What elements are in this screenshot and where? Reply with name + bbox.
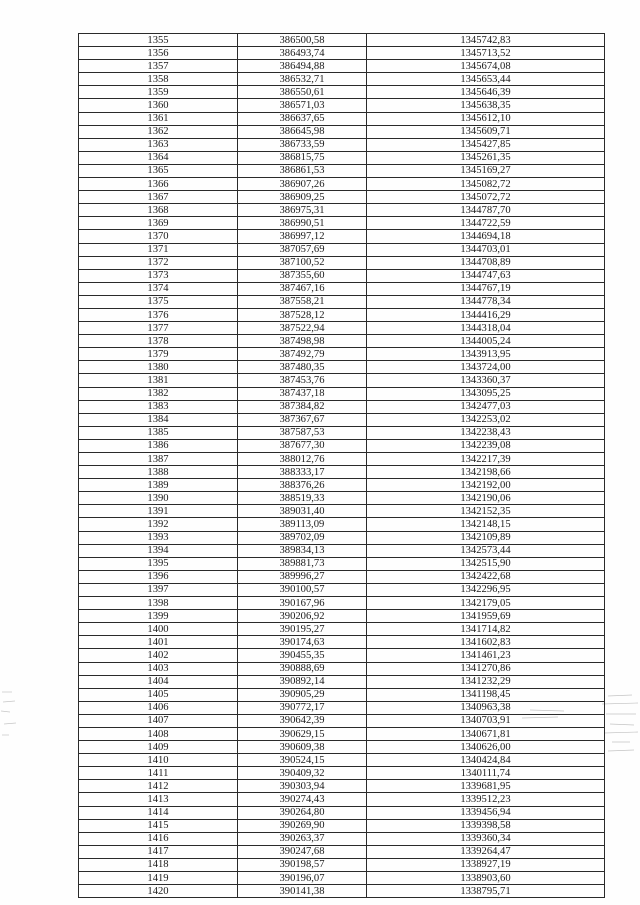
x-coordinate-cell: 389113,09 bbox=[238, 518, 367, 531]
point-number-cell: 1392 bbox=[79, 518, 238, 531]
point-number-cell: 1371 bbox=[79, 243, 238, 256]
point-number-cell: 1361 bbox=[79, 112, 238, 125]
y-coordinate-cell: 1341959,69 bbox=[367, 610, 605, 623]
x-coordinate-cell: 386733,59 bbox=[238, 138, 367, 151]
y-coordinate-cell: 1342238,43 bbox=[367, 426, 605, 439]
table-row bbox=[79, 400, 605, 413]
x-coordinate-cell: 388519,33 bbox=[238, 492, 367, 505]
table-row bbox=[79, 217, 605, 230]
point-number-cell: 1402 bbox=[79, 649, 238, 662]
y-coordinate-cell: 1342217,39 bbox=[367, 453, 605, 466]
x-coordinate-cell: 390629,15 bbox=[238, 727, 367, 740]
table-row bbox=[79, 361, 605, 374]
table-row bbox=[79, 387, 605, 400]
table-row bbox=[79, 636, 605, 649]
y-coordinate-cell: 1345609,71 bbox=[367, 125, 605, 138]
x-coordinate-cell: 387437,18 bbox=[238, 387, 367, 400]
table-row bbox=[79, 492, 605, 505]
x-coordinate-cell: 387480,35 bbox=[238, 361, 367, 374]
x-coordinate-cell: 390263,37 bbox=[238, 832, 367, 845]
y-coordinate-cell: 1342515,90 bbox=[367, 557, 605, 570]
table-row bbox=[79, 466, 605, 479]
x-coordinate-cell: 387100,52 bbox=[238, 256, 367, 269]
table-row bbox=[79, 793, 605, 806]
y-coordinate-cell: 1345612,10 bbox=[367, 112, 605, 125]
table-row bbox=[79, 99, 605, 112]
y-coordinate-cell: 1345742,83 bbox=[367, 34, 605, 47]
point-number-cell: 1418 bbox=[79, 858, 238, 871]
y-coordinate-cell: 1340424,84 bbox=[367, 754, 605, 767]
table-row bbox=[79, 518, 605, 531]
table-row bbox=[79, 230, 605, 243]
x-coordinate-cell: 390167,96 bbox=[238, 597, 367, 610]
y-coordinate-cell: 1344708,89 bbox=[367, 256, 605, 269]
y-coordinate-cell: 1344767,19 bbox=[367, 282, 605, 295]
y-coordinate-cell: 1338927,19 bbox=[367, 858, 605, 871]
x-coordinate-cell: 388333,17 bbox=[238, 466, 367, 479]
table-row bbox=[79, 348, 605, 361]
table-row bbox=[79, 335, 605, 348]
x-coordinate-cell: 390269,90 bbox=[238, 819, 367, 832]
table-row bbox=[79, 60, 605, 73]
y-coordinate-cell: 1342190,06 bbox=[367, 492, 605, 505]
table-row bbox=[79, 112, 605, 125]
point-number-cell: 1387 bbox=[79, 453, 238, 466]
y-coordinate-cell: 1342109,89 bbox=[367, 531, 605, 544]
table-row bbox=[79, 885, 605, 898]
point-number-cell: 1375 bbox=[79, 295, 238, 308]
point-number-cell: 1381 bbox=[79, 374, 238, 387]
x-coordinate-cell: 386909,25 bbox=[238, 191, 367, 204]
x-coordinate-cell: 390455,35 bbox=[238, 649, 367, 662]
y-coordinate-cell: 1340671,81 bbox=[367, 727, 605, 740]
point-number-cell: 1383 bbox=[79, 400, 238, 413]
point-number-cell: 1405 bbox=[79, 688, 238, 701]
x-coordinate-cell: 387467,16 bbox=[238, 282, 367, 295]
x-coordinate-cell: 390264,80 bbox=[238, 806, 367, 819]
table-row bbox=[79, 531, 605, 544]
y-coordinate-cell: 1345713,52 bbox=[367, 47, 605, 60]
table-row bbox=[79, 819, 605, 832]
y-coordinate-cell: 1342152,35 bbox=[367, 505, 605, 518]
x-coordinate-cell: 386907,26 bbox=[238, 178, 367, 191]
table-row bbox=[79, 872, 605, 885]
x-coordinate-cell: 390141,38 bbox=[238, 885, 367, 898]
y-coordinate-cell: 1341232,29 bbox=[367, 675, 605, 688]
table-row bbox=[79, 597, 605, 610]
table-row bbox=[79, 439, 605, 452]
x-coordinate-cell: 386815,75 bbox=[238, 151, 367, 164]
x-coordinate-cell: 387384,82 bbox=[238, 400, 367, 413]
x-coordinate-cell: 390642,39 bbox=[238, 714, 367, 727]
y-coordinate-cell: 1341270,86 bbox=[367, 662, 605, 675]
point-number-cell: 1409 bbox=[79, 741, 238, 754]
x-coordinate-cell: 388012,76 bbox=[238, 453, 367, 466]
table-row bbox=[79, 858, 605, 871]
point-number-cell: 1360 bbox=[79, 99, 238, 112]
point-number-cell: 1369 bbox=[79, 217, 238, 230]
x-coordinate-cell: 389881,73 bbox=[238, 557, 367, 570]
table-row bbox=[79, 714, 605, 727]
y-coordinate-cell: 1343724,00 bbox=[367, 361, 605, 374]
table-row bbox=[79, 269, 605, 282]
table-row bbox=[79, 204, 605, 217]
x-coordinate-cell: 390888,69 bbox=[238, 662, 367, 675]
point-number-cell: 1379 bbox=[79, 348, 238, 361]
table-row bbox=[79, 125, 605, 138]
y-coordinate-cell: 1345261,35 bbox=[367, 151, 605, 164]
table-row bbox=[79, 322, 605, 335]
point-number-cell: 1401 bbox=[79, 636, 238, 649]
table-row bbox=[79, 649, 605, 662]
y-coordinate-cell: 1343913,95 bbox=[367, 348, 605, 361]
x-coordinate-cell: 389702,09 bbox=[238, 531, 367, 544]
y-coordinate-cell: 1340703,91 bbox=[367, 714, 605, 727]
table-row bbox=[79, 453, 605, 466]
x-coordinate-cell: 387453,76 bbox=[238, 374, 367, 387]
y-coordinate-cell: 1338795,71 bbox=[367, 885, 605, 898]
x-coordinate-cell: 386550,61 bbox=[238, 86, 367, 99]
x-coordinate-cell: 386990,51 bbox=[238, 217, 367, 230]
y-coordinate-cell: 1342422,68 bbox=[367, 570, 605, 583]
x-coordinate-cell: 387528,12 bbox=[238, 308, 367, 321]
y-coordinate-cell: 1342148,15 bbox=[367, 518, 605, 531]
point-number-cell: 1389 bbox=[79, 479, 238, 492]
table-row bbox=[79, 688, 605, 701]
point-number-cell: 1355 bbox=[79, 34, 238, 47]
x-coordinate-cell: 386861,53 bbox=[238, 164, 367, 177]
x-coordinate-cell: 388376,26 bbox=[238, 479, 367, 492]
y-coordinate-cell: 1342198,66 bbox=[367, 466, 605, 479]
point-number-cell: 1356 bbox=[79, 47, 238, 60]
point-number-cell: 1411 bbox=[79, 767, 238, 780]
table-row bbox=[79, 845, 605, 858]
table-row bbox=[79, 413, 605, 426]
table-row bbox=[79, 727, 605, 740]
point-number-cell: 1388 bbox=[79, 466, 238, 479]
table-row bbox=[79, 178, 605, 191]
y-coordinate-cell: 1343095,25 bbox=[367, 387, 605, 400]
y-coordinate-cell: 1345674,08 bbox=[367, 60, 605, 73]
point-number-cell: 1372 bbox=[79, 256, 238, 269]
y-coordinate-cell: 1344722,59 bbox=[367, 217, 605, 230]
point-number-cell: 1404 bbox=[79, 675, 238, 688]
x-coordinate-cell: 386637,65 bbox=[238, 112, 367, 125]
x-coordinate-cell: 387492,79 bbox=[238, 348, 367, 361]
point-number-cell: 1406 bbox=[79, 701, 238, 714]
y-coordinate-cell: 1342253,02 bbox=[367, 413, 605, 426]
y-coordinate-cell: 1342573,44 bbox=[367, 544, 605, 557]
point-number-cell: 1368 bbox=[79, 204, 238, 217]
point-number-cell: 1393 bbox=[79, 531, 238, 544]
point-number-cell: 1397 bbox=[79, 583, 238, 596]
x-coordinate-cell: 387558,21 bbox=[238, 295, 367, 308]
point-number-cell: 1385 bbox=[79, 426, 238, 439]
y-coordinate-cell: 1344005,24 bbox=[367, 335, 605, 348]
y-coordinate-cell: 1345646,39 bbox=[367, 86, 605, 99]
y-coordinate-cell: 1339456,94 bbox=[367, 806, 605, 819]
y-coordinate-cell: 1339360,34 bbox=[367, 832, 605, 845]
table-row bbox=[79, 282, 605, 295]
x-coordinate-cell: 390247,68 bbox=[238, 845, 367, 858]
point-number-cell: 1420 bbox=[79, 885, 238, 898]
table-row bbox=[79, 505, 605, 518]
table-row bbox=[79, 741, 605, 754]
point-number-cell: 1399 bbox=[79, 610, 238, 623]
y-coordinate-cell: 1345427,85 bbox=[367, 138, 605, 151]
point-number-cell: 1366 bbox=[79, 178, 238, 191]
table-row bbox=[79, 164, 605, 177]
x-coordinate-cell: 386975,31 bbox=[238, 204, 367, 217]
point-number-cell: 1370 bbox=[79, 230, 238, 243]
x-coordinate-cell: 386571,03 bbox=[238, 99, 367, 112]
x-coordinate-cell: 386500,58 bbox=[238, 34, 367, 47]
y-coordinate-cell: 1341602,83 bbox=[367, 636, 605, 649]
y-coordinate-cell: 1342296,95 bbox=[367, 583, 605, 596]
x-coordinate-cell: 387498,98 bbox=[238, 335, 367, 348]
y-coordinate-cell: 1344703,01 bbox=[367, 243, 605, 256]
table-row bbox=[79, 780, 605, 793]
x-coordinate-cell: 386997,12 bbox=[238, 230, 367, 243]
x-coordinate-cell: 390198,57 bbox=[238, 858, 367, 871]
table-row bbox=[79, 151, 605, 164]
y-coordinate-cell: 1341714,82 bbox=[367, 623, 605, 636]
point-number-cell: 1378 bbox=[79, 335, 238, 348]
scan-artifact-left bbox=[0, 680, 22, 750]
x-coordinate-cell: 387057,69 bbox=[238, 243, 367, 256]
y-coordinate-cell: 1342192,00 bbox=[367, 479, 605, 492]
x-coordinate-cell: 390609,38 bbox=[238, 741, 367, 754]
table-row bbox=[79, 832, 605, 845]
x-coordinate-cell: 387677,30 bbox=[238, 439, 367, 452]
table-row bbox=[79, 610, 605, 623]
point-number-cell: 1419 bbox=[79, 872, 238, 885]
point-number-cell: 1363 bbox=[79, 138, 238, 151]
table-row bbox=[79, 138, 605, 151]
x-coordinate-cell: 386532,71 bbox=[238, 73, 367, 86]
point-number-cell: 1382 bbox=[79, 387, 238, 400]
x-coordinate-cell: 390892,14 bbox=[238, 675, 367, 688]
x-coordinate-cell: 387355,60 bbox=[238, 269, 367, 282]
x-coordinate-cell: 390196,07 bbox=[238, 872, 367, 885]
point-number-cell: 1384 bbox=[79, 413, 238, 426]
x-coordinate-cell: 390772,17 bbox=[238, 701, 367, 714]
y-coordinate-cell: 1342179,05 bbox=[367, 597, 605, 610]
point-number-cell: 1400 bbox=[79, 623, 238, 636]
x-coordinate-cell: 389996,27 bbox=[238, 570, 367, 583]
point-number-cell: 1376 bbox=[79, 308, 238, 321]
table-row bbox=[79, 243, 605, 256]
point-number-cell: 1412 bbox=[79, 780, 238, 793]
y-coordinate-cell: 1339398,58 bbox=[367, 819, 605, 832]
x-coordinate-cell: 387367,67 bbox=[238, 413, 367, 426]
y-coordinate-cell: 1344747,63 bbox=[367, 269, 605, 282]
y-coordinate-cell: 1345638,35 bbox=[367, 99, 605, 112]
point-number-cell: 1417 bbox=[79, 845, 238, 858]
point-number-cell: 1413 bbox=[79, 793, 238, 806]
point-number-cell: 1416 bbox=[79, 832, 238, 845]
x-coordinate-cell: 387587,53 bbox=[238, 426, 367, 439]
x-coordinate-cell: 390100,57 bbox=[238, 583, 367, 596]
point-number-cell: 1377 bbox=[79, 322, 238, 335]
coordinates-table bbox=[78, 33, 605, 898]
point-number-cell: 1407 bbox=[79, 714, 238, 727]
point-number-cell: 1395 bbox=[79, 557, 238, 570]
point-number-cell: 1394 bbox=[79, 544, 238, 557]
y-coordinate-cell: 1340963,38 bbox=[367, 701, 605, 714]
table-row bbox=[79, 662, 605, 675]
point-number-cell: 1367 bbox=[79, 191, 238, 204]
y-coordinate-cell: 1339512,23 bbox=[367, 793, 605, 806]
coordinates-table-body bbox=[79, 34, 605, 898]
x-coordinate-cell: 390409,32 bbox=[238, 767, 367, 780]
table-row bbox=[79, 73, 605, 86]
table-row bbox=[79, 86, 605, 99]
y-coordinate-cell: 1343360,37 bbox=[367, 374, 605, 387]
point-number-cell: 1362 bbox=[79, 125, 238, 138]
table-row bbox=[79, 806, 605, 819]
y-coordinate-cell: 1340111,74 bbox=[367, 767, 605, 780]
x-coordinate-cell: 386493,74 bbox=[238, 47, 367, 60]
x-coordinate-cell: 390303,94 bbox=[238, 780, 367, 793]
x-coordinate-cell: 390274,43 bbox=[238, 793, 367, 806]
y-coordinate-cell: 1344787,70 bbox=[367, 204, 605, 217]
y-coordinate-cell: 1341198,45 bbox=[367, 688, 605, 701]
table-row bbox=[79, 191, 605, 204]
point-number-cell: 1358 bbox=[79, 73, 238, 86]
point-number-cell: 1396 bbox=[79, 570, 238, 583]
point-number-cell: 1373 bbox=[79, 269, 238, 282]
table-row bbox=[79, 34, 605, 47]
point-number-cell: 1386 bbox=[79, 439, 238, 452]
point-number-cell: 1359 bbox=[79, 86, 238, 99]
x-coordinate-cell: 390174,63 bbox=[238, 636, 367, 649]
y-coordinate-cell: 1345082,72 bbox=[367, 178, 605, 191]
x-coordinate-cell: 386494,88 bbox=[238, 60, 367, 73]
y-coordinate-cell: 1344416,29 bbox=[367, 308, 605, 321]
point-number-cell: 1374 bbox=[79, 282, 238, 295]
table-row bbox=[79, 308, 605, 321]
table-row bbox=[79, 47, 605, 60]
point-number-cell: 1391 bbox=[79, 505, 238, 518]
table-row bbox=[79, 557, 605, 570]
table-row bbox=[79, 570, 605, 583]
y-coordinate-cell: 1340626,00 bbox=[367, 741, 605, 754]
table-row bbox=[79, 675, 605, 688]
x-coordinate-cell: 389031,40 bbox=[238, 505, 367, 518]
y-coordinate-cell: 1338903,60 bbox=[367, 872, 605, 885]
point-number-cell: 1414 bbox=[79, 806, 238, 819]
table-row bbox=[79, 767, 605, 780]
point-number-cell: 1357 bbox=[79, 60, 238, 73]
x-coordinate-cell: 390524,15 bbox=[238, 754, 367, 767]
y-coordinate-cell: 1341461,23 bbox=[367, 649, 605, 662]
table-row bbox=[79, 583, 605, 596]
table-row bbox=[79, 623, 605, 636]
y-coordinate-cell: 1344694,18 bbox=[367, 230, 605, 243]
y-coordinate-cell: 1345169,27 bbox=[367, 164, 605, 177]
point-number-cell: 1398 bbox=[79, 597, 238, 610]
table-row bbox=[79, 544, 605, 557]
point-number-cell: 1390 bbox=[79, 492, 238, 505]
x-coordinate-cell: 390206,92 bbox=[238, 610, 367, 623]
x-coordinate-cell: 387522,94 bbox=[238, 322, 367, 335]
y-coordinate-cell: 1345653,44 bbox=[367, 73, 605, 86]
y-coordinate-cell: 1344318,04 bbox=[367, 322, 605, 335]
table-row bbox=[79, 701, 605, 714]
point-number-cell: 1365 bbox=[79, 164, 238, 177]
y-coordinate-cell: 1339264,47 bbox=[367, 845, 605, 858]
y-coordinate-cell: 1345072,72 bbox=[367, 191, 605, 204]
y-coordinate-cell: 1342239,08 bbox=[367, 439, 605, 452]
point-number-cell: 1380 bbox=[79, 361, 238, 374]
point-number-cell: 1364 bbox=[79, 151, 238, 164]
point-number-cell: 1408 bbox=[79, 727, 238, 740]
y-coordinate-cell: 1339681,95 bbox=[367, 780, 605, 793]
point-number-cell: 1410 bbox=[79, 754, 238, 767]
table-row bbox=[79, 754, 605, 767]
x-coordinate-cell: 389834,13 bbox=[238, 544, 367, 557]
table-row bbox=[79, 479, 605, 492]
y-coordinate-cell: 1344778,34 bbox=[367, 295, 605, 308]
x-coordinate-cell: 390905,29 bbox=[238, 688, 367, 701]
table-row bbox=[79, 374, 605, 387]
point-number-cell: 1415 bbox=[79, 819, 238, 832]
x-coordinate-cell: 386645,98 bbox=[238, 125, 367, 138]
table-row bbox=[79, 295, 605, 308]
y-coordinate-cell: 1342477,03 bbox=[367, 400, 605, 413]
table-row bbox=[79, 426, 605, 439]
x-coordinate-cell: 390195,27 bbox=[238, 623, 367, 636]
point-number-cell: 1403 bbox=[79, 662, 238, 675]
table-row bbox=[79, 256, 605, 269]
